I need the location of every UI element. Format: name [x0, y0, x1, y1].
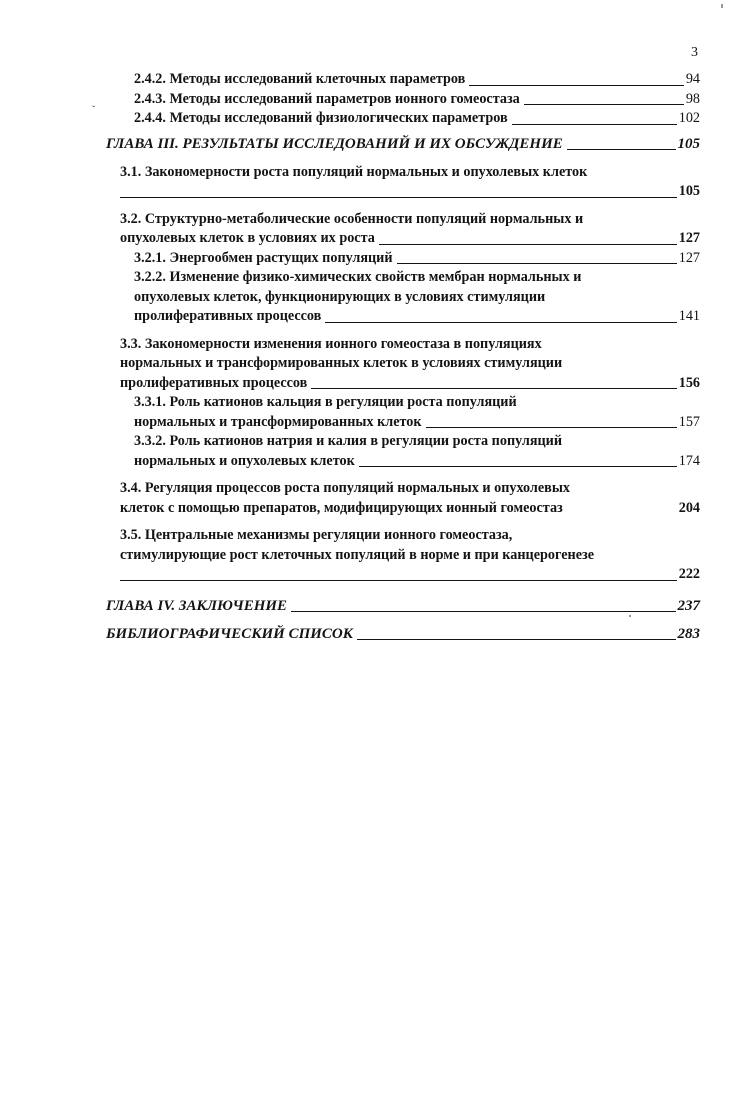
toc-leader-line — [426, 427, 677, 428]
toc-leader-line — [567, 149, 676, 150]
toc-section-line: 3.3. Закономерности изменения ионного гомеостаза в популяциях — [120, 335, 542, 352]
toc-entry-label: 2.4.2. Методы исследований клеточных параметров — [134, 71, 466, 87]
toc-section-3-2[interactable] — [106, 210, 700, 327]
toc-section-page-row — [106, 565, 700, 585]
toc-entry-2-4-2[interactable] — [106, 70, 700, 90]
toc-section-line: клеток с помощью препаратов, модифицирующих ионный гомеостаз — [120, 499, 563, 516]
toc-entry-line: пролиферативных процессов — [134, 308, 322, 324]
toc-entry-line: нормальных и трансформированных клеток — [134, 413, 422, 430]
toc-entry-label: 2.4.3. Методы исследований параметров ионного гомеостаза — [134, 90, 520, 107]
toc-chapter-page: 105 — [677, 135, 700, 152]
toc-entry-page: 157 — [678, 413, 700, 430]
toc-entry-line: 3.2.2. Изменение физико-химических свойств мембран нормальных и — [134, 269, 582, 285]
toc-section-page: 156 — [678, 374, 700, 391]
toc-bibliography[interactable] — [106, 623, 700, 645]
toc-entry-page: 174 — [678, 452, 700, 469]
toc-leader-line — [524, 104, 684, 105]
toc-entry-page-row — [106, 307, 700, 327]
toc-leader-line — [311, 388, 676, 389]
toc-entry-2-4-4[interactable] — [106, 109, 700, 129]
toc-entry-3-3-1[interactable] — [106, 393, 700, 432]
toc-chapter-3[interactable] — [106, 133, 700, 155]
toc-entry-page: 98 — [685, 90, 700, 107]
toc-chapter-label: ГЛАВА III. РЕЗУЛЬТАТЫ ИССЛЕДОВАНИЙ И ИХ ОБСУЖДЕНИЕ — [106, 135, 563, 152]
toc-section-line: 3.2. Структурно-метаболические особенности популяций нормальных и — [120, 210, 584, 227]
toc-leader-line — [357, 639, 676, 640]
toc-chapter-4[interactable] — [106, 595, 700, 617]
toc-chapter-page: 237 — [677, 597, 700, 614]
toc-entry-page-row — [106, 413, 700, 433]
toc-entry-label: 2.4.4. Методы исследований физиологических параметров — [134, 110, 508, 126]
toc-entry-line: 3.3.1. Роль катионов кальция в регуляции роста популяций — [134, 394, 517, 410]
toc-section-page-row — [106, 182, 700, 202]
toc-leader-line — [397, 263, 677, 264]
toc-chapter-label: ГЛАВА IV. ЗАКЛЮЧЕНИЕ — [106, 597, 288, 614]
toc-entry-page: 141 — [678, 308, 700, 324]
toc-leader-line — [379, 244, 677, 245]
toc-section-line: стимулирующие рост клеточных популяций в норме и при канцерогенезе — [120, 546, 595, 563]
toc-section-line: 3.4. Регуляция процессов роста популяций нормальных и опухолевых — [120, 480, 571, 496]
toc-entry-page: 127 — [678, 249, 700, 266]
toc-section-page: 222 — [678, 566, 700, 582]
toc-entry-page: 94 — [685, 71, 700, 87]
toc-leader-line — [120, 580, 677, 581]
toc-leader-line — [325, 322, 676, 323]
toc-section-line: нормальных и трансформированных клеток в условиях стимуляции — [120, 355, 563, 371]
toc-chapter-label: БИБЛИОГРАФИЧЕСКИЙ СПИСОК — [106, 625, 353, 642]
toc-leader-line — [512, 124, 677, 125]
toc-section-page: 204 — [678, 499, 700, 516]
toc-entry-label: 3.2.1. Энергообмен растущих популяций — [134, 249, 393, 266]
toc-entry-line: 3.3.2. Роль катионов натрия и калия в регуляции роста популяций — [134, 433, 563, 449]
toc-section-3-4[interactable] — [106, 479, 700, 518]
page-number: 3 — [691, 45, 698, 60]
toc-leader-line — [359, 466, 677, 467]
toc-entry-3-3-2[interactable] — [106, 432, 700, 471]
toc-entry-page-row — [106, 452, 700, 472]
toc-chapter-page: 283 — [677, 625, 700, 642]
toc-section-line: опухолевых клеток в условиях их роста — [120, 230, 375, 246]
toc-entry-line: нормальных и опухолевых клеток — [134, 452, 355, 469]
toc-entry-line: опухолевых клеток, функционирующих в условиях стимуляции — [134, 288, 546, 305]
toc-section-page-row — [106, 374, 700, 394]
table-of-contents — [106, 70, 700, 651]
toc-section-line: 3.1. Закономерности роста популяций нормальных и опухолевых клеток — [120, 163, 588, 180]
toc-leader-line — [291, 611, 675, 612]
toc-leader-line — [469, 85, 684, 86]
toc-section-line: пролиферативных процессов — [120, 374, 308, 391]
toc-section-page: 105 — [678, 183, 700, 199]
toc-section-page-row — [106, 499, 700, 519]
toc-leader-line — [120, 197, 677, 198]
toc-entry-2-4-3[interactable] — [106, 90, 700, 110]
toc-section-line: 3.5. Центральные механизмы регуляции ионного гомеостаза, — [120, 527, 513, 543]
toc-section-3-3[interactable] — [106, 335, 700, 472]
toc-entry-page: 102 — [678, 110, 700, 126]
toc-section-page: 127 — [678, 230, 700, 246]
toc-section-page-row — [106, 229, 700, 249]
toc-entry-3-2-1[interactable] — [106, 249, 700, 269]
stray-scan-mark: ˇ — [92, 105, 96, 116]
scan-tick-mark — [721, 4, 723, 8]
toc-section-3-1[interactable] — [106, 163, 700, 202]
toc-section-3-5[interactable] — [106, 526, 700, 585]
toc-entry-3-2-2[interactable] — [106, 268, 700, 327]
